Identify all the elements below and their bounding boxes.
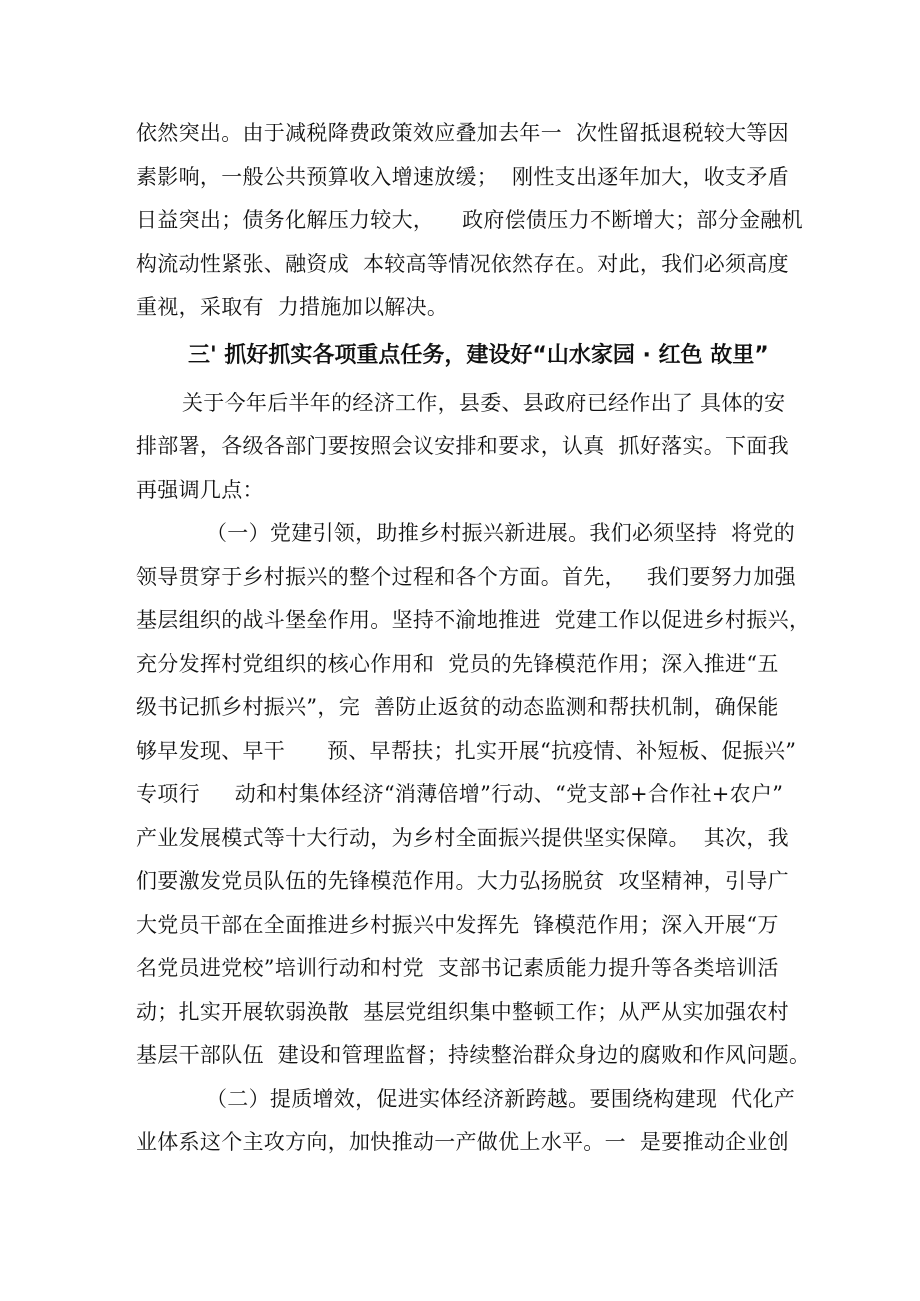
text-line: 大党员干部在全面推进乡村振兴中发挥先 锋模范作用；深入开展“万 — [136, 912, 779, 937]
text-line: 级书记抓乡村振兴”，完 善防止返贫的动态监测和帮扶机制，确保能 — [136, 695, 779, 719]
section-heading: 三' 抓好抓实各项重点任务，建设好“山水家园 · 红色 故里” — [188, 342, 769, 368]
text-line: 依然突出。由于减税降费政策效应叠加去年一 次性留抵退税较大等因 — [136, 121, 789, 145]
text-line: 重视，采取有 力措施加以解决。 — [136, 295, 449, 319]
text-line: 充分发挥村党组织的核心作用和 党员的先锋模范作用；深入推进“五 — [136, 651, 779, 676]
paragraph-continuation — [136, 112, 803, 330]
paragraph-economy — [136, 1078, 796, 1165]
text-line: 专项行 动和村集体经济“消薄倍增”行动、“党支部+合作社+农户” — [136, 782, 784, 806]
text-line: 们要激发党员队伍的先锋模范作用。大力弘扬脱贫 攻坚精神，引导广 — [136, 869, 789, 893]
text-line: （二）提质增效，促进实体经济新跨越。要围绕构建现 代化产 — [206, 1086, 796, 1111]
text-line: 够早发现、早干 预、早帮扶；扎实开展“抗疫情、补短板、促振兴” — [136, 738, 797, 763]
text-line: 关于今年后半年的经济工作，县委、县政府已经作出了 具体的安 — [182, 390, 786, 415]
text-line: 产业发展模式等十大行动，为乡村全面振兴提供坚实保障。 其次，我 — [136, 825, 789, 850]
text-line: 名党员进党校”培训行动和村党 支部书记素质能力提升等各类培训活 — [136, 956, 779, 980]
text-line: 日益突出；债务化解压力较大， 政府偿债压力不断增大；部分金融机 — [136, 208, 803, 232]
text-line: 素影响，一般公共预算收入增速放缓； 刚性支出逐年加大，收支矛盾 — [136, 164, 789, 189]
text-line: 动；扎实开展软弱涣散 基层党组织集中整顿工作；从严从实加强农村 — [136, 999, 789, 1024]
document-body — [136, 112, 811, 1165]
text-line: 业体系这个主攻方向，加快推动一产做优上水平。一 是要推动企业创 — [136, 1130, 789, 1154]
paragraph-intro — [136, 382, 796, 513]
text-line: 再强调几点： — [136, 477, 264, 502]
text-line: 排部署，各级各部门要按照会议安排和要求，认真 抓好落实。下面我 — [136, 434, 789, 458]
paragraph-party-building — [136, 512, 811, 1078]
text-line: 基层组织的战斗堡垒作用。坚持不渝地推进 党建工作以促进乡村振兴， — [136, 608, 811, 632]
text-line: （一）党建引领，助推乡村振兴新进展。我们必须坚持 将党的 — [206, 521, 796, 545]
text-line: 构流动性紧张、融资成 本较高等情况依然存在。对此，我们必须高度 — [136, 251, 789, 276]
text-line: 基层干部队伍 建设和管理监督；持续整治群众身边的腐败和作风问题。 — [136, 1043, 811, 1067]
text-line: 领导贯穿于乡村振兴的整个过程和各个方面。首先， 我们要努力加强 — [136, 564, 796, 589]
